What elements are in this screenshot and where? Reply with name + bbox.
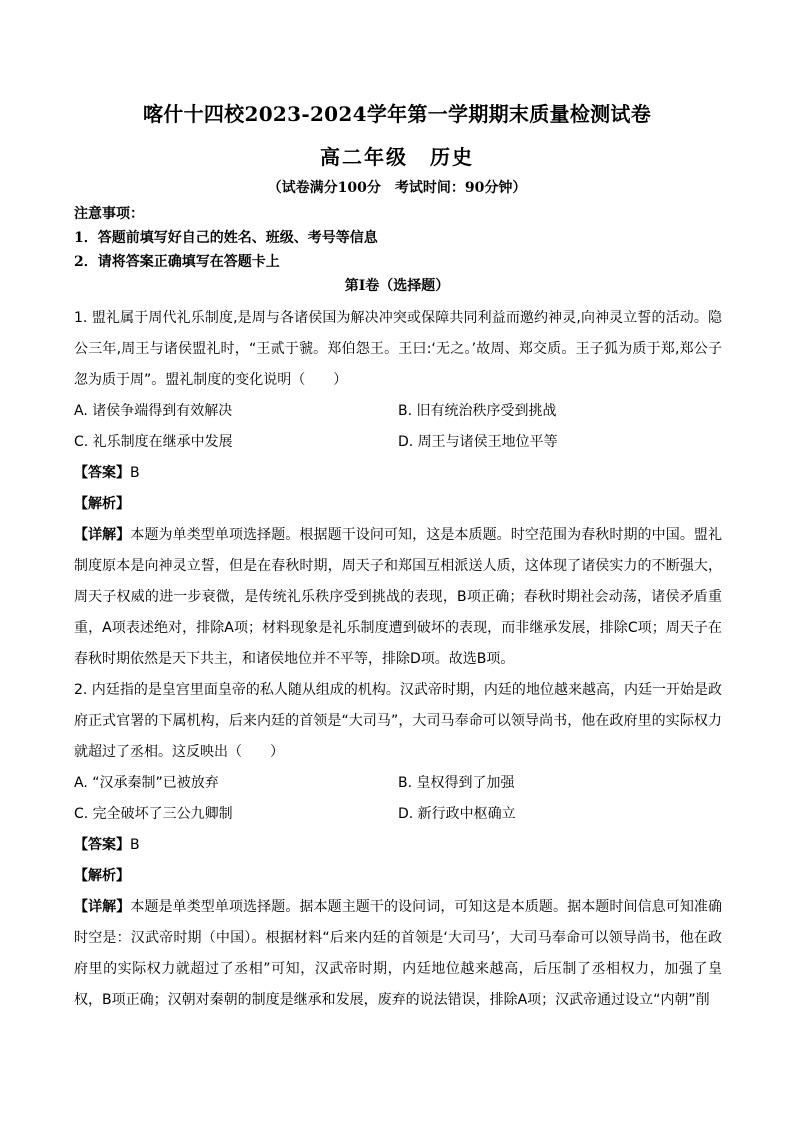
document-title: 喀什十四校2023-2024学年第一学期期末质量检测试卷	[142, 102, 652, 126]
question-2-detail	[74, 892, 722, 1016]
detail-text: 本题为单类型单项选择题。根据题干设问可知，这是本质题。时空范围为春秋时期的中国。盟礼制度原本是向神灵立誓，但是在春秋时期，周天子和郑国互相派送人质，这体现了诸侯实力的不断强大，周天子权威的进一步衰微，是传统礼乐秩序受到挑战的表现，B项正确；春秋时期社会动荡，诸侯矛盾重重，A项表述绝对，排除A项；材料现象是礼乐制度遭到破坏的表现，而非继承发展，排除C项；周天子在春秋时期依然是天下共主，和诸侯地位并不平等，排除D项。故选B项。	[74, 527, 723, 667]
detail-tag: 【详解】	[74, 899, 131, 915]
answer-tag: 【答案】	[74, 465, 130, 481]
question-1-options	[74, 396, 722, 458]
question-1-analysis-tag: 【解析】	[74, 496, 130, 512]
answer-value: B	[130, 465, 140, 481]
detail-text: 本题是单类型单项选择题。据本题主题干的设问词，可知这是本质题。据本题时间信息可知准确时空是：汉武帝时期（中国）。根据材料“后来内廷的首领是‘大司马’，大司马奉命可以领导尚书，他在政府里的实际权力就超过了丞相”可知，汉武帝时期，内廷地位越来越高，后压制了丞相权力，加强了皇权，B项正确；汉朝对秦朝的制度是继承和发展，废弃的说法错误，排除A项；汉武帝通过设立“内朝”削	[74, 899, 723, 1008]
document-subtitle: 高二年级 历史	[320, 145, 474, 169]
question-2-answer	[74, 830, 722, 861]
question-1-answer	[74, 458, 722, 489]
option-b: B. 皇权得到了加强	[398, 775, 515, 791]
option-d: D. 周王与诸侯王地位平等	[398, 434, 558, 450]
answer-value: B	[130, 837, 140, 853]
answer-tag: 【答案】	[74, 837, 130, 853]
exam-meta: （试卷满分100分 考试时间：90分钟）	[267, 180, 527, 196]
question-2-options	[74, 768, 722, 830]
option-c: C. 完全破坏了三公九卿制	[74, 806, 233, 822]
option-b: B. 旧有统治秩序受到挑战	[398, 403, 557, 419]
option-a: A. 诸侯争端得到有效解决	[74, 403, 233, 419]
note-item-1: 1．答题前填写好自己的姓名、班级、考号等信息	[74, 230, 378, 246]
notes-heading: 注意事项：	[74, 206, 144, 222]
notes-block	[74, 202, 734, 274]
question-2-stem: 2. 内廷指的是皇宫里面皇帝的私人随从组成的机构。汉武帝时期，内廷的地位越来越高，内廷一开始是政府正式官署的下属机构，后来内廷的首领是“大司马”，大司马奉命可以领导尚书，他在政府里的实际权力就超过了丞相。这反映出（ ）	[74, 682, 722, 760]
option-a: A. “汉承秦制”已被放弃	[74, 775, 219, 791]
note-item-2: 2．请将答案正确填写在答题卡上	[74, 254, 280, 270]
questions-body	[74, 303, 722, 1016]
question-1-detail	[74, 520, 722, 675]
option-c: C. 礼乐制度在继承中发展	[74, 434, 233, 450]
option-d: D. 新行政中枢确立	[398, 806, 516, 822]
detail-tag: 【详解】	[74, 527, 131, 543]
question-2-analysis-tag: 【解析】	[74, 868, 130, 884]
section-title: 第Ⅰ卷（选择题）	[344, 278, 450, 294]
question-1-stem: 1. 盟礼属于周代礼乐制度,是周与各诸侯国为解决冲突或保障共同利益而邀约神灵,向神灵立誓的活动。隐公三年,周王与诸侯盟礼时，“王贰于虢。郑伯怨王。王曰:‘无之。’故周、郑交质。王子狐为质于郑,郑公子忽为质于周”。盟礼制度的变化说明（ ）	[74, 310, 722, 388]
